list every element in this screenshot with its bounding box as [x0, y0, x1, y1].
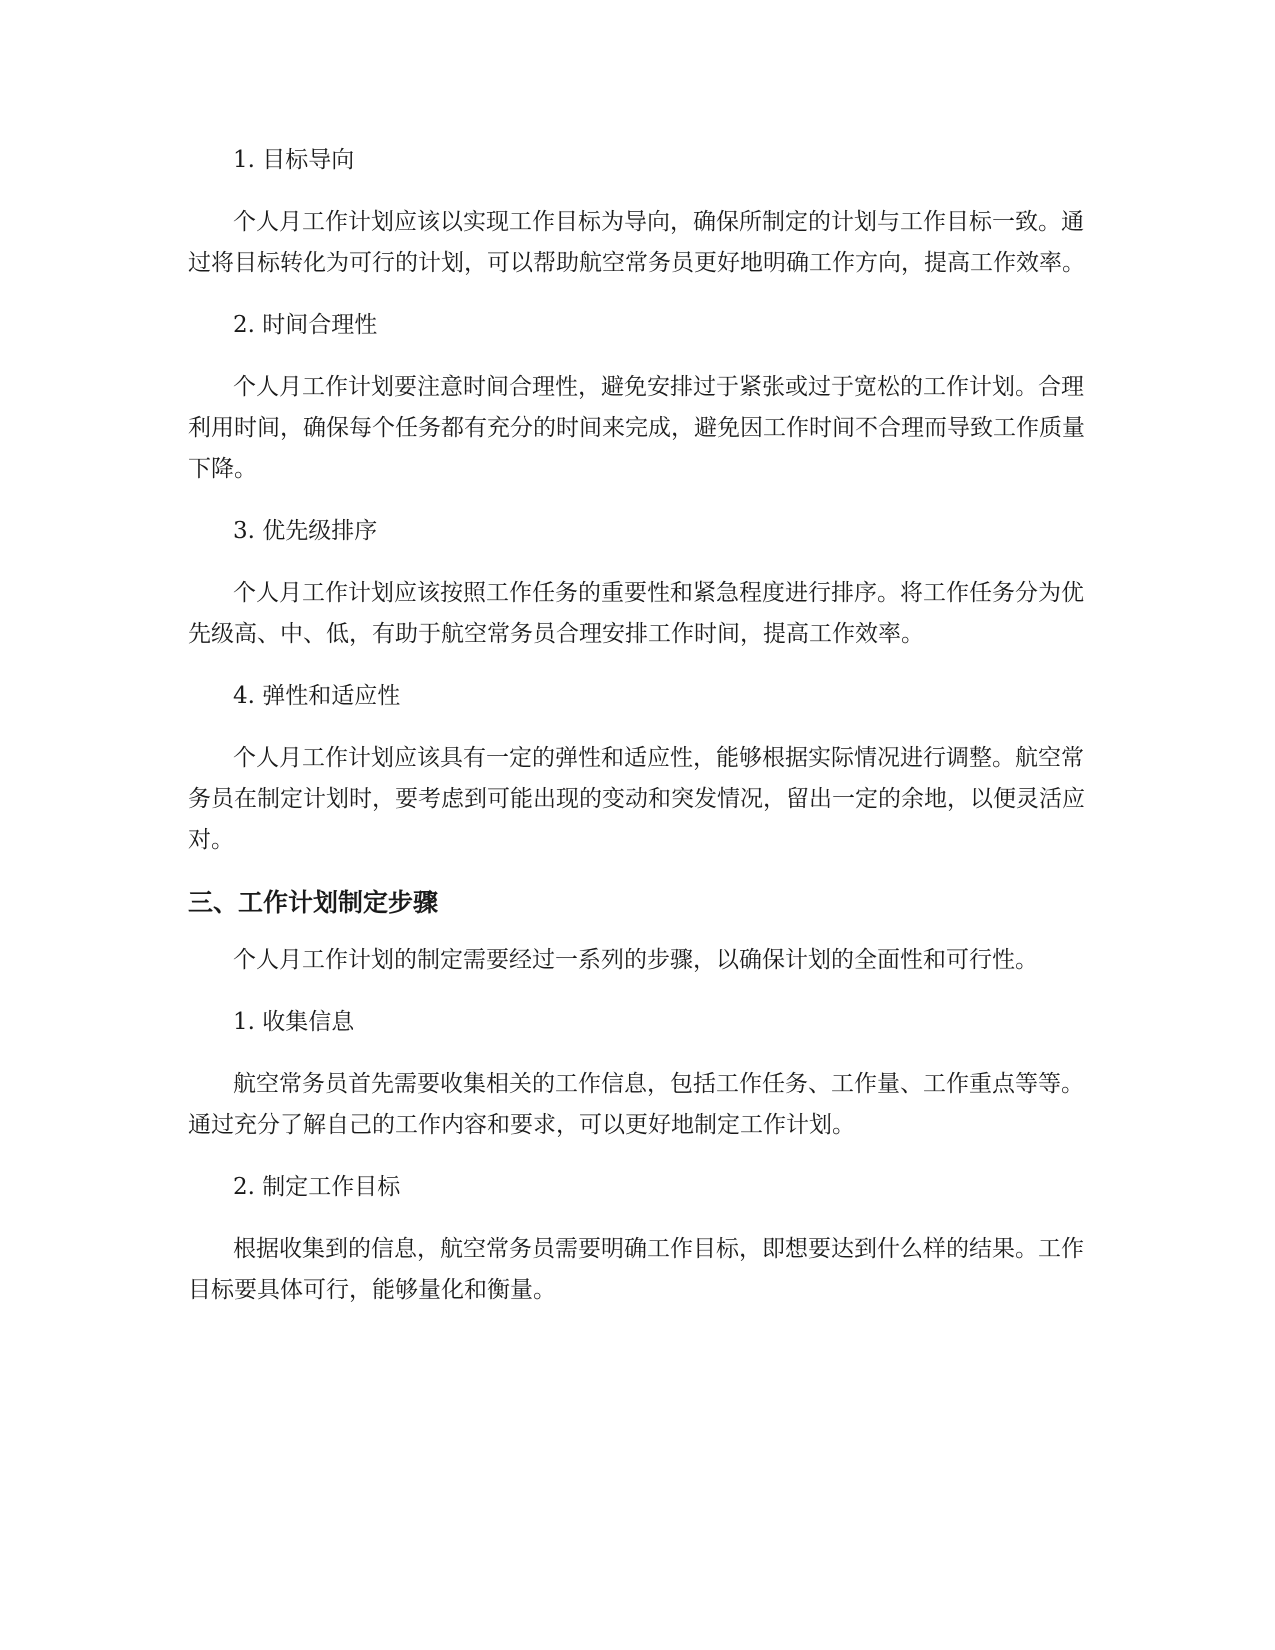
paragraph-collect-info: 航空常务员首先需要收集相关的工作信息，包括工作任务、工作量、工作重点等等。通过充分了解自己的工作内容和要求，可以更好地制定工作计划。	[188, 1071, 1084, 1138]
section-heading-planning-steps: 三、工作计划制定步骤	[188, 888, 439, 917]
item-heading-set-goals: 2. 制定工作目标	[233, 1174, 401, 1200]
paragraph-goal-oriented: 个人月工作计划应该以实现工作目标为导向，确保所制定的计划与工作目标一致。通过将目标转化为可行的计划，可以帮助航空常务员更好地明确工作方向，提高工作效率。	[188, 209, 1085, 276]
paragraph-time-reasonable: 个人月工作计划要注意时间合理性，避免安排过于紧张或过于宽松的工作计划。合理利用时间，确保每个任务都有充分的时间来完成，避免因工作时间不合理而导致工作质量下降。	[188, 374, 1085, 482]
paragraph-steps-intro: 个人月工作计划的制定需要经过一系列的步骤，以确保计划的全面性和可行性。	[233, 947, 1038, 973]
item-heading-flexibility: 4. 弹性和适应性	[233, 683, 401, 709]
item-heading-goal-oriented: 1. 目标导向	[233, 147, 355, 173]
paragraph-flexibility: 个人月工作计划应该具有一定的弹性和适应性，能够根据实际情况进行调整。航空常务员在制定计划时，要考虑到可能出现的变动和突发情况，留出一定的余地，以便灵活应对。	[188, 745, 1085, 853]
document-body	[188, 140, 1088, 1332]
paragraph-priority: 个人月工作计划应该按照工作任务的重要性和紧急程度进行排序。将工作任务分为优先级高、中、低，有助于航空常务员合理安排工作时间，提高工作效率。	[188, 580, 1084, 647]
item-heading-priority: 3. 优先级排序	[233, 518, 378, 544]
paragraph-set-goals: 根据收集到的信息，航空常务员需要明确工作目标，即想要达到什么样的结果。工作目标要具体可行，能够量化和衡量。	[188, 1236, 1084, 1303]
item-heading-collect-info: 1. 收集信息	[233, 1009, 355, 1035]
item-heading-time-reasonable: 2. 时间合理性	[233, 312, 378, 338]
